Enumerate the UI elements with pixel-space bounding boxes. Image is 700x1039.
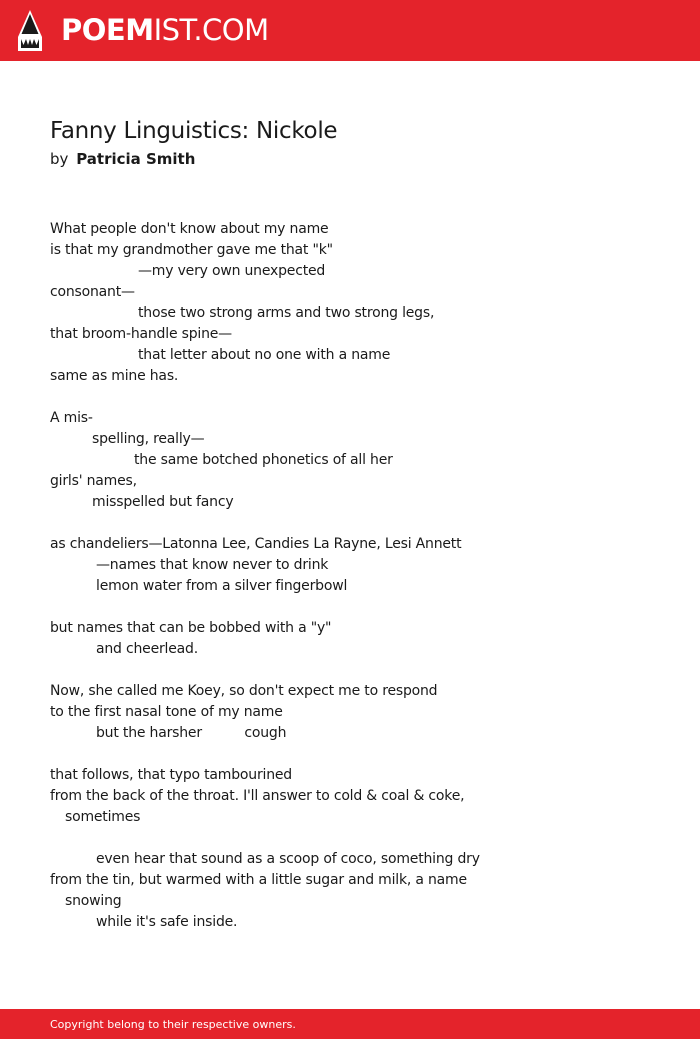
logo-light-text: IST.COM bbox=[153, 13, 269, 47]
poem-line: from the tin, but warmed with a little sugar and milk, a name bbox=[50, 872, 467, 888]
site-header bbox=[0, 0, 700, 61]
poem-line: to the first nasal tone of my name bbox=[50, 704, 283, 720]
poem-line: consonant— bbox=[50, 284, 135, 300]
pencil-tip-icon bbox=[17, 10, 43, 51]
poem-title: Fanny Linguistics: Nickole bbox=[50, 118, 338, 144]
poem-line: as chandeliers—Latonna Lee, Candies La Rayne, Lesi Annett bbox=[50, 536, 462, 552]
stanza-break bbox=[50, 513, 670, 534]
poem-line: even hear that sound as a scoop of coco, something dry bbox=[96, 851, 480, 867]
poem-line: from the back of the throat. I'll answer to cold & coal & coke, bbox=[50, 788, 465, 804]
poem-line: and cheerlead. bbox=[96, 641, 198, 657]
poem-line: snowing bbox=[65, 893, 122, 909]
stanza-break bbox=[50, 744, 670, 765]
site-logo[interactable] bbox=[61, 13, 269, 47]
author-name: Patricia Smith bbox=[76, 150, 196, 168]
by-label: by bbox=[50, 150, 69, 168]
stanza-break bbox=[50, 597, 670, 618]
poem-line: while it's safe inside. bbox=[96, 914, 238, 930]
poem-body bbox=[50, 219, 670, 933]
stanza-break bbox=[50, 387, 670, 408]
site-footer bbox=[0, 1009, 700, 1039]
poem-line: sometimes bbox=[65, 809, 141, 825]
poem-line: but the harsher cough bbox=[96, 725, 287, 741]
stanza-break bbox=[50, 660, 670, 681]
poem-line: those two strong arms and two strong legs, bbox=[138, 305, 435, 321]
poem-line: Now, she called me Koey, so don't expect me to respond bbox=[50, 683, 438, 699]
poem-line: What people don't know about my name bbox=[50, 221, 329, 237]
poem-line: the same botched phonetics of all her bbox=[134, 452, 393, 468]
stanza-break bbox=[50, 828, 670, 849]
poem-line: is that my grandmother gave me that "k" bbox=[50, 242, 333, 258]
poem-line: —my very own unexpected bbox=[138, 263, 326, 279]
poem-line: —names that know never to drink bbox=[96, 557, 329, 573]
poem-line: that follows, that typo tambourined bbox=[50, 767, 292, 783]
poem-line: but names that can be bobbed with a "y" bbox=[50, 620, 332, 636]
poem-line: A mis- bbox=[50, 410, 93, 426]
poem-line: lemon water from a silver fingerbowl bbox=[96, 578, 348, 594]
poem-line: girls' names, bbox=[50, 473, 137, 489]
poem-line: that broom-handle spine— bbox=[50, 326, 232, 342]
poem-line: misspelled but fancy bbox=[92, 494, 234, 510]
poem-line: same as mine has. bbox=[50, 368, 179, 384]
byline bbox=[50, 148, 195, 170]
copyright-notice: Copyright belong to their respective owners. bbox=[50, 1018, 296, 1031]
poem-line: that letter about no one with a name bbox=[138, 347, 391, 363]
logo-bold-text: POEM bbox=[61, 13, 154, 47]
poem-line: spelling, really— bbox=[92, 431, 205, 447]
